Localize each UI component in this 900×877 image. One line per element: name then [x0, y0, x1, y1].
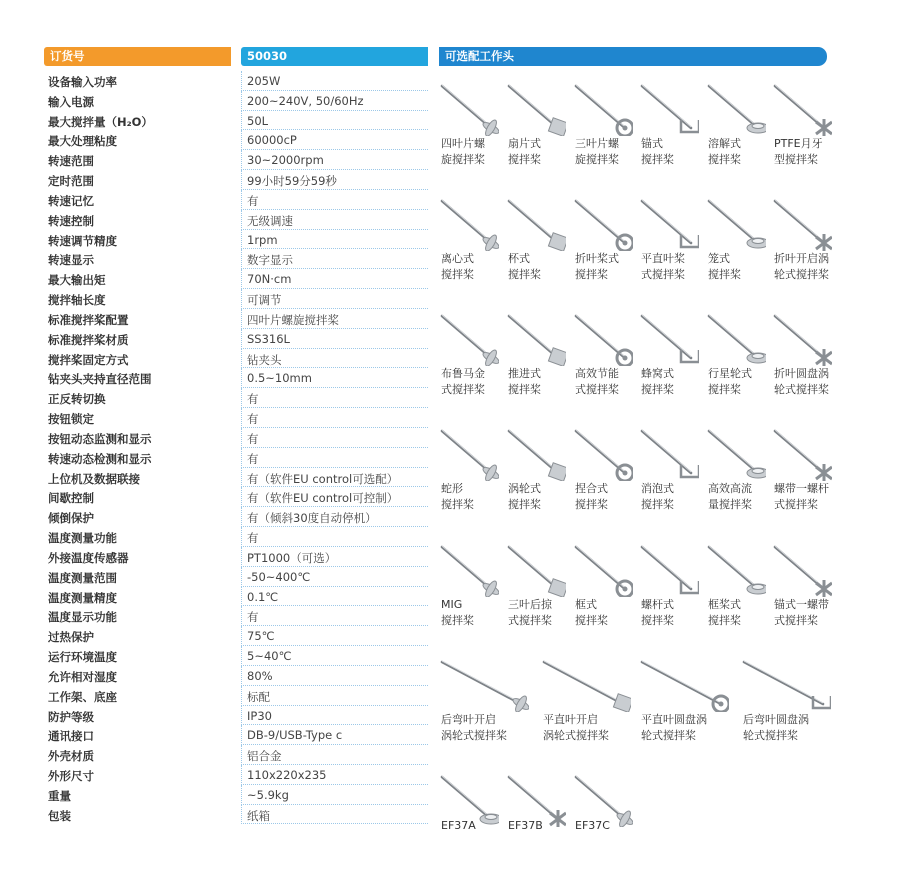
- spec-label: 包装: [48, 808, 71, 823]
- spec-label: 间歇控制: [48, 491, 94, 506]
- spec-label: 最大输出矩: [48, 273, 106, 288]
- accessory-name: EF37A: [441, 819, 476, 832]
- spec-label: 外接温度传感器: [48, 550, 129, 565]
- spec-label: 定时范围: [48, 174, 94, 189]
- spec-row: [44, 448, 428, 468]
- spec-value: 205W: [241, 71, 428, 91]
- accessory-name: 后弯叶圆盘涡 轮式搅拌桨: [743, 713, 809, 742]
- accessory-name: PTFE月牙 型搅拌桨: [774, 137, 823, 166]
- accessory-item: [741, 652, 831, 756]
- spec-value: PT1000（可选）: [241, 547, 428, 567]
- accessory-name: 平直叶圆盘涡 轮式搅拌桨: [641, 713, 707, 742]
- spec-label: 工作架、底座: [48, 689, 117, 704]
- spec-row: [44, 329, 428, 349]
- spec-label: 外形尺寸: [48, 768, 94, 783]
- spec-label: 转速调节精度: [48, 233, 117, 248]
- spec-row: [44, 725, 428, 745]
- spec-value: 有: [241, 428, 428, 448]
- spec-label: 标准搅拌桨材质: [48, 332, 129, 347]
- order-number-value: 50030: [241, 47, 428, 66]
- spec-value: 60000cP: [241, 130, 428, 150]
- accessory-item: [706, 421, 766, 525]
- accessory-item: [439, 537, 499, 641]
- accessory-name: 锚式一螺带 式搅拌桨: [774, 598, 829, 627]
- accessory-item: [439, 421, 499, 525]
- spec-label: 温度测量范围: [48, 570, 117, 585]
- spec-value: 有: [241, 606, 428, 626]
- spec-value: 铝合金: [241, 745, 428, 765]
- spec-label: 转速动态检测和显示: [48, 451, 152, 466]
- accessory-item: [573, 421, 633, 525]
- spec-value: 有（软件EU control可控制）: [241, 487, 428, 507]
- accessory-item: [639, 191, 699, 295]
- spec-row: [44, 527, 428, 547]
- spec-value: 70N·cm: [241, 269, 428, 289]
- accessory-name: 螺杆式 搅拌桨: [641, 598, 674, 627]
- spec-label: 运行环境温度: [48, 650, 117, 665]
- spec-value: SS316L: [241, 329, 428, 349]
- spec-value: 有: [241, 190, 428, 210]
- accessory-item: [506, 191, 566, 295]
- accessory-name: 布鲁马金 式搅拌桨: [441, 367, 485, 396]
- spec-label: 标准搅拌桨配置: [48, 312, 129, 327]
- spec-value: 钻夹头: [241, 349, 428, 369]
- spec-label: 搅拌桨固定方式: [48, 352, 129, 367]
- accessory-name: 扇片式 搅拌桨: [508, 137, 541, 166]
- accessory-item: [506, 306, 566, 410]
- spec-value: 标配: [241, 686, 428, 706]
- accessory-name: 消泡式 搅拌桨: [641, 482, 674, 511]
- accessory-item: [706, 76, 766, 180]
- spec-label: 温度测量精度: [48, 590, 117, 605]
- spec-label: 转速记忆: [48, 193, 94, 208]
- accessory-item: [439, 191, 499, 295]
- spec-value: 可调节: [241, 289, 428, 309]
- spec-label: 转速控制: [48, 213, 94, 228]
- accessory-name: 捏合式 搅拌桨: [575, 482, 608, 511]
- accessory-name: 推进式 搅拌桨: [508, 367, 541, 396]
- spec-label: 正反转切换: [48, 392, 106, 407]
- spec-row: [44, 785, 428, 805]
- spec-label: 过热保护: [48, 630, 94, 645]
- spec-table: [44, 71, 428, 824]
- spec-value: 0.1℃: [241, 587, 428, 607]
- accessory-item: [639, 76, 699, 180]
- spec-row: [44, 686, 428, 706]
- accessory-item: [772, 191, 832, 295]
- spec-row: [44, 190, 428, 210]
- accessory-name: 涡轮式 搅拌桨: [508, 482, 541, 511]
- spec-label: 最大处理粘度: [48, 134, 117, 149]
- spec-value: 0.5~10mm: [241, 368, 428, 388]
- spec-label: 上位机及数据联接: [48, 471, 140, 486]
- order-number-header: 订货号: [44, 47, 231, 66]
- spec-value: DB-9/USB-Type c: [241, 725, 428, 745]
- spec-label: 搅拌轴长度: [48, 293, 106, 308]
- spec-label: 输入电源: [48, 94, 94, 109]
- optional-heads-header: 可选配工作头: [439, 47, 827, 66]
- accessory-item: [772, 76, 832, 180]
- spec-row: [44, 567, 428, 587]
- accessory-name: 三叶后掠 式搅拌桨: [508, 598, 552, 627]
- accessory-name: 笼式 搅拌桨: [708, 252, 741, 281]
- spec-row: [44, 765, 428, 785]
- spec-value: 200~240V, 50/60Hz: [241, 91, 428, 111]
- accessory-item: [639, 421, 699, 525]
- accessory-name: 高效高流 量搅拌桨: [708, 482, 752, 511]
- accessory-item: [506, 421, 566, 525]
- accessory-item: [439, 306, 499, 410]
- spec-label: 转速显示: [48, 253, 94, 268]
- spec-label: 钻夹头夹持直径范围: [48, 372, 152, 387]
- spec-value: IP30: [241, 706, 428, 726]
- accessory-item: [573, 76, 633, 180]
- spec-row: [44, 587, 428, 607]
- spec-value: 80%: [241, 666, 428, 686]
- spec-row: [44, 111, 428, 131]
- spec-label: 最大搅拌量（H₂O）: [48, 114, 153, 129]
- accessory-name: MIG 搅拌桨: [441, 598, 474, 627]
- spec-row: [44, 507, 428, 527]
- spec-value: 110x220x235: [241, 765, 428, 785]
- spec-row: [44, 289, 428, 309]
- spec-value: 无级调速: [241, 210, 428, 230]
- accessory-name: 折叶桨式 搅拌桨: [575, 252, 619, 281]
- spec-row: [44, 230, 428, 250]
- spec-label: 按钮动态监测和显示: [48, 431, 152, 446]
- accessory-name: 离心式 搅拌桨: [441, 252, 474, 281]
- accessory-item: [439, 76, 499, 180]
- accessory-item: [439, 652, 529, 756]
- accessory-item: [506, 537, 566, 641]
- accessory-name: 平直叶开启 涡轮式搅拌桨: [543, 713, 609, 742]
- accessory-item: [706, 537, 766, 641]
- accessory-item: [772, 421, 832, 525]
- spec-label: 温度显示功能: [48, 610, 117, 625]
- spec-label: 温度测量功能: [48, 531, 117, 546]
- spec-row: [44, 349, 428, 369]
- spec-row: [44, 487, 428, 507]
- spec-value: 有: [241, 448, 428, 468]
- accessory-name: EF37B: [508, 819, 543, 832]
- spec-value: 5~40℃: [241, 646, 428, 666]
- spec-value: 有: [241, 527, 428, 547]
- spec-label: 外壳材质: [48, 749, 94, 764]
- spec-row: [44, 388, 428, 408]
- accessory-name: 高效节能 式搅拌桨: [575, 367, 619, 396]
- spec-row: [44, 646, 428, 666]
- spec-row: [44, 805, 428, 825]
- accessory-name: 四叶片螺 旋搅拌桨: [441, 137, 485, 166]
- spec-value: 四叶片螺旋搅拌桨: [241, 309, 428, 329]
- spec-label: 重量: [48, 788, 71, 803]
- spec-row: [44, 91, 428, 111]
- spec-label: 通讯接口: [48, 729, 94, 744]
- accessory-item: [506, 767, 566, 871]
- spec-row: [44, 249, 428, 269]
- spec-label: 防护等级: [48, 709, 94, 724]
- spec-value: 有（倾斜30度自动停机）: [241, 507, 428, 527]
- spec-label: 倾倒保护: [48, 511, 94, 526]
- accessory-name: 杯式 搅拌桨: [508, 252, 541, 281]
- spec-row: [44, 170, 428, 190]
- spec-value: 1rpm: [241, 230, 428, 250]
- accessory-name: EF37C: [575, 819, 610, 832]
- accessory-item: [573, 767, 633, 871]
- spec-row: [44, 745, 428, 765]
- accessory-name: 平直叶桨 式搅拌桨: [641, 252, 685, 281]
- accessory-name: 折叶开启涡 轮式搅拌桨: [774, 252, 829, 281]
- accessory-item: [706, 191, 766, 295]
- accessory-item: [573, 191, 633, 295]
- spec-label: 按钮锁定: [48, 412, 94, 427]
- accessory-item: [639, 537, 699, 641]
- spec-value: 50L: [241, 111, 428, 131]
- accessory-name: 三叶片螺 旋搅拌桨: [575, 137, 619, 166]
- spec-value: 75℃: [241, 626, 428, 646]
- accessory-item: [439, 767, 499, 871]
- spec-row: [44, 150, 428, 170]
- spec-value: 有: [241, 388, 428, 408]
- spec-row: [44, 626, 428, 646]
- spec-row: [44, 368, 428, 388]
- spec-row: [44, 547, 428, 567]
- accessory-item: [541, 652, 631, 756]
- accessory-name: 框式 搅拌桨: [575, 598, 608, 627]
- spec-row: [44, 210, 428, 230]
- accessory-item: [506, 76, 566, 180]
- spec-row: [44, 606, 428, 626]
- spec-value: 30~2000rpm: [241, 150, 428, 170]
- accessory-item: [706, 306, 766, 410]
- accessory-name: 后弯叶开启 涡轮式搅拌桨: [441, 713, 507, 742]
- spec-value: 数字显示: [241, 249, 428, 269]
- spec-row: [44, 71, 428, 91]
- spec-label: 转速范围: [48, 154, 94, 169]
- accessory-name: 溶解式 搅拌桨: [708, 137, 741, 166]
- spec-label: 允许相对湿度: [48, 669, 117, 684]
- spec-value: -50~400℃: [241, 567, 428, 587]
- accessory-name: 锚式 搅拌桨: [641, 137, 674, 166]
- accessory-item: [772, 537, 832, 641]
- accessory-item: [772, 306, 832, 410]
- spec-value: 99小时59分59秒: [241, 170, 428, 190]
- accessory-name: 蛇形 搅拌桨: [441, 482, 474, 511]
- spec-row: [44, 408, 428, 428]
- accessory-name: 蜂窝式 搅拌桨: [641, 367, 674, 396]
- accessory-item: [573, 306, 633, 410]
- spec-row: [44, 309, 428, 329]
- accessory-name: 螺带一螺杆 式搅拌桨: [774, 482, 829, 511]
- spec-row: [44, 706, 428, 726]
- spec-value: 有（软件EU control可选配）: [241, 468, 428, 488]
- accessory-name: 折叶圆盘涡 轮式搅拌桨: [774, 367, 829, 396]
- spec-label: 设备输入功率: [48, 75, 117, 89]
- spec-row: [44, 666, 428, 686]
- spec-row: [44, 269, 428, 289]
- accessory-item: [639, 652, 729, 756]
- spec-value: 有: [241, 408, 428, 428]
- spec-row: [44, 468, 428, 488]
- accessory-item: [639, 306, 699, 410]
- accessory-item: [573, 537, 633, 641]
- spec-row: [44, 130, 428, 150]
- accessory-name: 行星轮式 搅拌桨: [708, 367, 752, 396]
- spec-row: [44, 428, 428, 448]
- spec-value: 纸箱: [241, 805, 428, 825]
- accessory-name: 框桨式 搅拌桨: [708, 598, 741, 627]
- spec-value: ~5.9kg: [241, 785, 428, 805]
